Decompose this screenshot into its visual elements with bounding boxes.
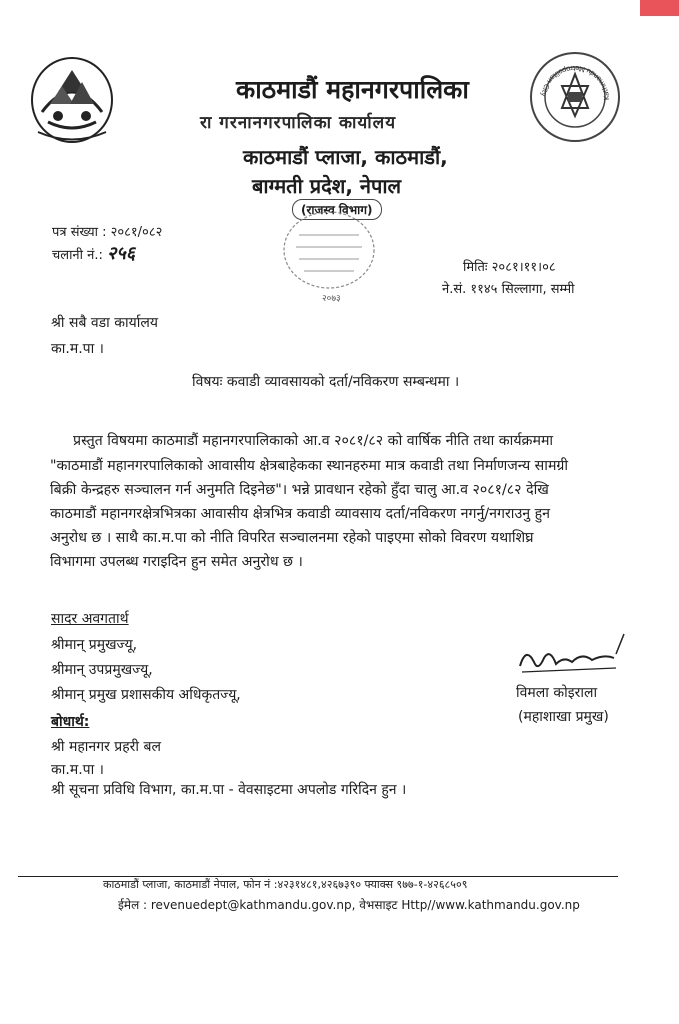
address-line-2: बाग्मती प्रदेश, नेपाल xyxy=(252,174,402,198)
metropolitan-seal-icon xyxy=(528,50,622,144)
body-line: विभागमा उपलब्ध गराइदिन हुन समेत अनुरोध छ । xyxy=(50,554,303,570)
department-label: (राजस्व विभाग) xyxy=(292,199,382,220)
body-line: अनुरोध छ । साथै का.म.पा को नीति विपरित सञ्चालनमा रहेको पाइएमा सोको विवरण यथाशिघ्र xyxy=(50,530,534,546)
cc-heading: सादर अवगतार्थ xyxy=(51,611,129,627)
body-line: बिक्री केन्द्रहरु सञ्चालन गर्न अनुमति दिइनेछ"। भन्ने प्रावधान रहेको हुँदा चालु आ.व २०८१/८२ देखि xyxy=(50,482,549,498)
body-line: काठमाडौं महानगरक्षेत्रभित्रका आवासीय क्षेत्रभित्र कवाडी व्यावसाय दर्ता/नविकरण नगर्नु/नगराउनु हुन xyxy=(50,506,551,522)
office-stamp-icon xyxy=(274,205,384,305)
footer-email: revenuedept@kathmandu.gov.np xyxy=(150,898,352,912)
dispatch-value: २५६ xyxy=(107,243,136,264)
cc-item: श्रीमान् प्रमुख प्रशासकीय अधिकृतज्यू, xyxy=(51,687,241,703)
address-line-1: काठमाडौं प्लाजा, काठमाडौं, xyxy=(243,145,448,169)
footer-contact xyxy=(118,896,580,913)
recipient-line-2: का.म.पा । xyxy=(51,341,104,357)
info-line: श्री सूचना प्रविधि विभाग, का.म.पा - वेवसाइटमा अपलोड गरिदिन हुन । xyxy=(51,782,407,798)
office-title: काठमाडौं महानगरपालिका xyxy=(236,75,469,104)
signature-scribble-icon xyxy=(512,628,632,683)
recipient-line-1: श्री सबै वडा कार्यालय xyxy=(51,315,158,331)
dispatch-label: चलानी नं.: xyxy=(52,248,108,263)
body-line: प्रस्तुत विषयमा काठमाडौं महानगरपालिकाको आ.व २०८१/८२ को वार्षिक नीति तथा कार्यक्रममा xyxy=(73,433,554,449)
stamp-year: २०७३ xyxy=(322,294,341,304)
footer-website: Http//www.kathmandu.gov.np xyxy=(401,898,580,912)
email-label: ईमेल : xyxy=(118,898,151,912)
subject-line: विषयः कवाडी व्यावसायको दर्ता/नविकरण सम्बन्धमा । xyxy=(192,374,460,390)
info-heading: बोधार्थ: xyxy=(51,714,90,730)
signatory-designation: (महाशाखा प्रमुख) xyxy=(518,709,609,725)
body-line: "काठमाडौं महानगरपालिकाको आवासीय क्षेत्रबाहेकका स्थानहरुमा मात्र कवाडी तथा निर्माणजन्य सामग्री xyxy=(50,458,569,474)
website-label: , वेभसाइट xyxy=(351,898,402,912)
dispatch-number xyxy=(52,241,135,265)
letter-date: मितिः २०८१।११।०८ xyxy=(463,260,556,275)
cc-item: श्रीमान् उपप्रमुखज्यू, xyxy=(51,662,153,678)
letter-number: पत्र संख्या : २०८१/०८२ xyxy=(52,225,163,240)
info-line: श्री महानगर प्रहरी बल xyxy=(51,739,161,755)
office-subtitle: रा गरनानगरपालिका कार्यालय xyxy=(200,113,397,133)
seal-text: Kathmandu Metropolitan City xyxy=(539,63,612,101)
top-edge-strip xyxy=(640,0,679,16)
signatory-name: विमला कोइराला xyxy=(516,685,598,701)
info-line: का.म.पा । xyxy=(51,762,104,778)
cc-item: श्रीमान् प्रमुखज्यू, xyxy=(51,637,138,653)
footer-address: काठमाडौं प्लाजा, काठमाडौं नेपाल, फोन नं :४२३१४८१,४२६७३९० फ्याक्स ९७७-१-४२६८५०९ xyxy=(103,878,468,891)
nepal-emblem-icon xyxy=(28,52,116,147)
nepal-sambat-date: ने.सं. ११४५ सिल्लागा, सम्मी xyxy=(442,282,575,297)
